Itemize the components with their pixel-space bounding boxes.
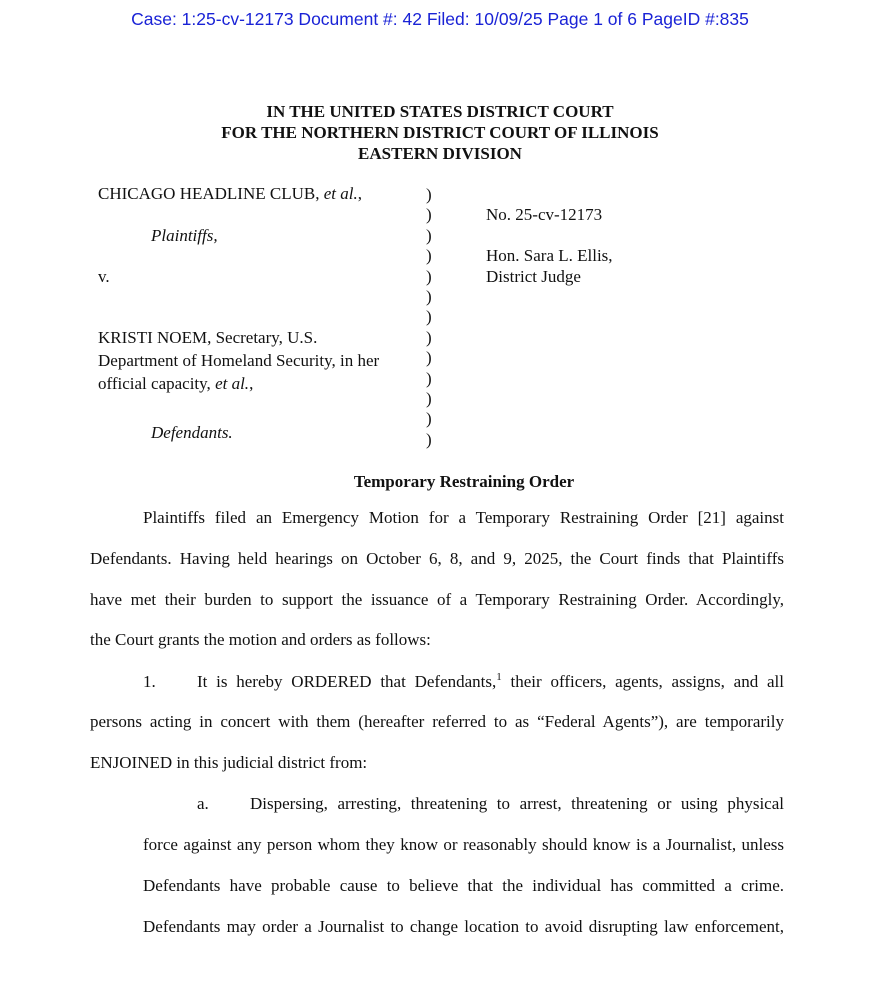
caption-paren: ) — [426, 429, 432, 449]
caption-parenthesis-column — [426, 185, 432, 450]
judge-title: District Judge — [486, 267, 581, 286]
caption-paren: ) — [426, 327, 432, 347]
caption-paren: ) — [426, 225, 432, 245]
plaintiffs-label: Plaintiffs, — [151, 226, 218, 245]
paragraph-1-line-1: It is hereby ORDERED that Defendants,$^1$ their officers, agents, assigns, and all — [197, 671, 784, 691]
paragraph-1-line-2: persons acting in concert with them (hereafter referred to as “Federal Agents”), are temporarily — [90, 712, 784, 731]
court-caption-line-2: FOR THE NORTHERN DISTRICT COURT OF ILLINOIS — [221, 123, 659, 142]
defendant-line-3: official capacity, et al., — [98, 374, 254, 393]
intro-line-2: Defendants. Having held hearings on October 6, 8, and 9, 2025, the Court finds that Plaintiffs — [90, 549, 784, 568]
subparagraph-a-line-4: Defendants may order a Journalist to change location to avoid disrupting law enforcement, — [143, 917, 784, 936]
caption-paren: ) — [426, 368, 432, 388]
caption-paren: ) — [426, 307, 432, 327]
case-header-stamp: Case: 1:25-cv-12173 Document #: 42 Filed: 10/09/25 Page 1 of 6 PageID #:835 — [131, 9, 749, 29]
plaintiff-et-al: et al. — [323, 184, 358, 203]
defendant-line-1: KRISTI NOEM, Secretary, U.S. — [98, 328, 318, 347]
intro-line-4: the Court grants the motion and orders as follows: — [90, 630, 431, 649]
caption-paren: ) — [426, 266, 432, 286]
subparagraph-a-line-3: Defendants have probable cause to believe that the individual has committed a crime. — [143, 876, 784, 895]
court-caption-line-1: IN THE UNITED STATES DISTRICT COURT — [266, 102, 614, 121]
caption-paren: ) — [426, 185, 432, 204]
intro-line-3: have met their burden to support the issuance of a Temporary Restraining Order. Accordingly, — [90, 590, 784, 609]
paragraph-1-line-3: ENJOINED in this judicial district from: — [90, 753, 368, 772]
defendant-et-al: et al. — [215, 374, 250, 393]
case-number: No. 25-cv-12173 — [486, 205, 603, 224]
defendants-label: Defendants. — [151, 423, 233, 442]
versus-label: v. — [98, 267, 110, 286]
paragraph-1-number: 1. — [143, 672, 156, 691]
subparagraph-a-line-2: force against any person whom they know or reasonably should know is a Journalist, unless — [143, 835, 784, 854]
caption-paren: ) — [426, 348, 432, 368]
court-caption-line-3: EASTERN DIVISION — [358, 144, 522, 163]
caption-paren: ) — [426, 389, 432, 409]
subparagraph-a-letter: a. — [197, 794, 209, 813]
subparagraph-a-line-1: Dispersing, arresting, threatening to arrest, threatening or using physical — [250, 794, 784, 813]
judge-name: Hon. Sara L. Ellis, — [486, 246, 613, 265]
caption-paren: ) — [426, 205, 432, 225]
footnote-marker[interactable]: 1 — [496, 671, 502, 683]
intro-line-1: Plaintiffs filed an Emergency Motion for a Temporary Restraining Order [21] against — [143, 508, 784, 527]
caption-paren: ) — [426, 409, 432, 429]
caption-paren: ) — [426, 287, 432, 307]
caption-paren: ) — [426, 246, 432, 266]
court-caption — [0, 101, 880, 164]
plaintiff-name: CHICAGO HEADLINE CLUB, et al., — [98, 184, 362, 203]
defendant-line-2: Department of Homeland Security, in her — [98, 351, 380, 370]
order-title: Temporary Restraining Order — [353, 472, 575, 491]
